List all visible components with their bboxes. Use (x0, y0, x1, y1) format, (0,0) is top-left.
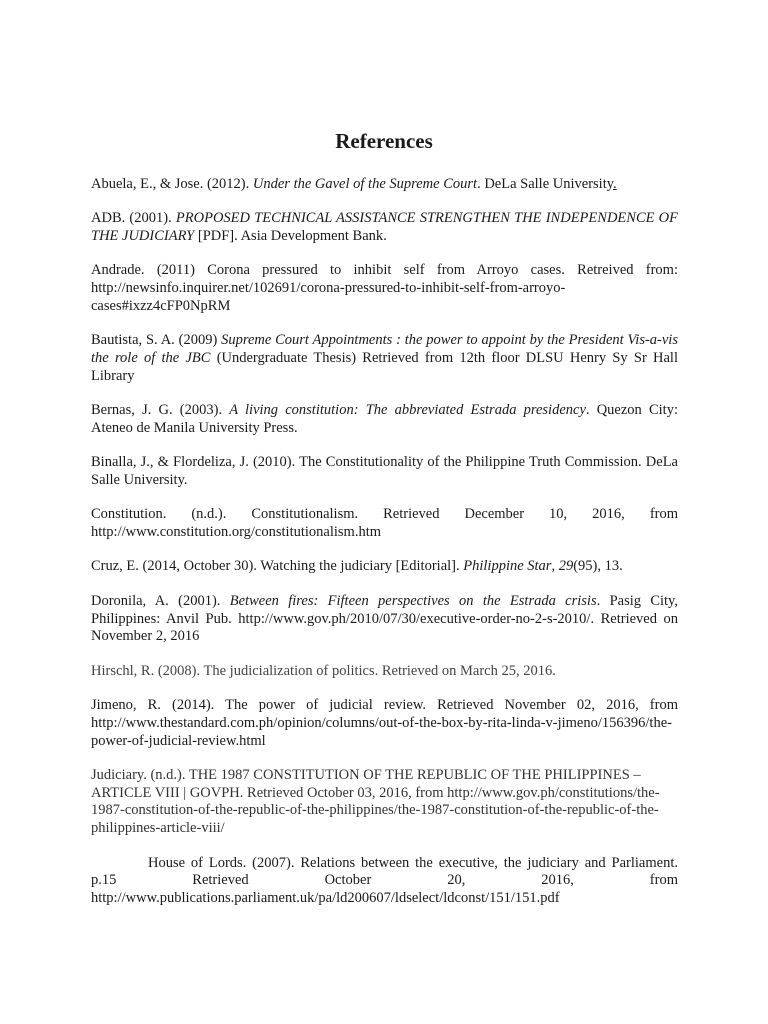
reference-house-of-lords: House of Lords. (2007). Relations between the executive, the judiciary and Parliament. p.15 Retrieved October 20, 2016, from http://www.publications.parliament.uk/pa/ld200607/ldselect/ldconst/151/151.pdf (91, 854, 678, 907)
reference-list (91, 176, 678, 924)
reference-jimeno: Jimeno, R. (2014). The power of judicial review. Retrieved November 02, 2016, from http://www.thestandard.com.ph/opinion/columns/out-of-the-box-by-rita-linda-v-jimeno/156396/the-power-of-judicial-review.html (91, 696, 678, 749)
reference-binalla: Binalla, J., & Flordeliza, J. (2010). The Constitutionality of the Philippine Truth Commission. DeLa Salle University. (91, 454, 678, 489)
reference-judiciary: Judiciary. (n.d.). THE 1987 CONSTITUTION OF THE REPUBLIC OF THE PHILIPPINES – ARTICLE VIII | GOVPH. Retrieved October 03, 2016, from http://www.gov.ph/constitutions/the-1987-constitution-of-the-republic-of-the-philippines/the-1987-constitution-of-the-republic-of-the-philippines-article-viii/ (91, 766, 660, 837)
reference-doronila: Doronila, A. (2001). Between fires: Fifteen perspectives on the Estrada crisis. Pasig City, Philippines: Anvil Pub. http://www.gov.ph/2010/07/30/executive-order-no-2-s-2010/. Retrieved on November 2, 2016 (91, 592, 678, 645)
reference-andrade: Andrade. (2011) Corona pressured to inhibit self from Arroyo cases. Retreived from: http://newsinfo.inquirer.net/102691/corona-pressured-to-inhibit-self-from-arroyo-cases#ixzz4cFP0NpRM (91, 262, 678, 314)
reference-adb: ADB. (2001). PROPOSED TECHNICAL ASSISTANCE STRENGTHEN THE INDEPENDENCE OF THE JUDICIARY [PDF]. Asia Development Bank. (91, 210, 678, 245)
reference-cruz: Cruz, E. (2014, October 30). Watching the judiciary [Editorial]. Philippine Star, 29(95), 13. (91, 558, 623, 575)
page-title: References (335, 129, 433, 153)
reference-bernas: Bernas, J. G. (2003). A living constitution: The abbreviated Estrada presidency. Quezon City: Ateneo de Manila University Press. (91, 402, 678, 436)
reference-bautista: Bautista, S. A. (2009) Supreme Court Appointments : the power to appoint by the President Vis-a-vis the role of the JBC (Undergraduate Thesis) Retrieved from 12th floor DLSU Henry Sy Sr Hall Library (91, 332, 678, 384)
reference-abuela: Abuela, E., & Jose. (2012). Under the Gavel of the Supreme Court. DeLa Salle University. (91, 176, 617, 192)
reference-hirschl: Hirschl, R. (2008). The judicialization of politics. Retrieved on March 25, 2016. (91, 662, 556, 679)
reference-constitution: Constitution. (n.d.). Constitutionalism. Retrieved December 10, 2016, from http://www.constitution.org/constitutionalism.htm (91, 506, 678, 541)
